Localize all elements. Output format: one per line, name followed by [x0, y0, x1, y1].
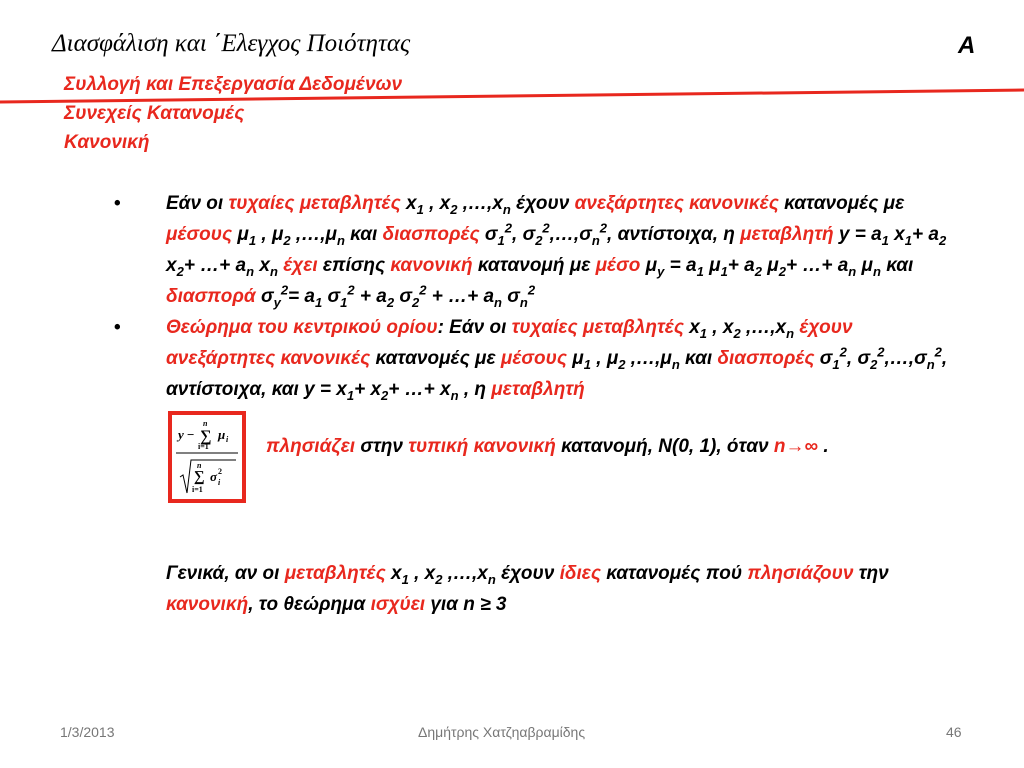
- subscript: 2: [381, 387, 389, 403]
- breadcrumb-item: Συλλογή και Επεξεργασία Δεδομένων: [64, 74, 403, 95]
- text-run: μ: [703, 255, 721, 276]
- subscript: 1: [696, 263, 704, 279]
- highlighted-term: μεταβλητή: [740, 224, 834, 245]
- subscript: 2: [450, 201, 458, 217]
- subscript: 1: [881, 232, 889, 248]
- page-number: 46: [946, 724, 962, 740]
- sqrt-sign: [180, 460, 236, 493]
- text-run: x: [166, 255, 177, 276]
- subscript: 2: [411, 294, 420, 310]
- text-run: + a: [727, 255, 755, 276]
- general-remark: [166, 558, 946, 620]
- highlighted-term: πλησιάζουν: [747, 563, 854, 584]
- subscript: 1: [583, 356, 591, 372]
- text-run: σ: [814, 348, 833, 369]
- subscript: n: [926, 356, 935, 372]
- subscript: 2: [754, 263, 762, 279]
- text-run: x: [254, 255, 270, 276]
- part-letter: A: [958, 32, 976, 59]
- subscript: 1: [497, 232, 505, 248]
- highlighted-term: έχει: [283, 255, 318, 276]
- text-run: , σ: [512, 224, 536, 245]
- text-run: , αντίστοιχα, η: [607, 224, 741, 245]
- subscript: 1: [699, 325, 708, 341]
- subscript: n: [246, 263, 255, 279]
- subscript: y: [273, 294, 281, 310]
- subscript: n: [487, 571, 496, 587]
- subscript: 2: [618, 356, 626, 372]
- text-run: + x: [354, 379, 382, 400]
- subscript: 2: [778, 263, 786, 279]
- subscript: n: [519, 294, 528, 310]
- text-run: ,…,x: [442, 563, 488, 584]
- subscript: 2: [283, 232, 291, 248]
- superscript: 2: [280, 282, 289, 298]
- subscript: 1: [346, 387, 355, 403]
- formula-minus: −: [187, 427, 195, 442]
- text-run: μ: [856, 255, 873, 276]
- text-run: , μ: [590, 348, 619, 369]
- subscript: y: [657, 263, 665, 279]
- formula-row: [166, 407, 950, 499]
- text-run: κατανομή με: [472, 255, 596, 276]
- text-run: + a: [912, 224, 939, 245]
- subscript: 2: [938, 232, 947, 248]
- formula-mu-index: i: [226, 435, 229, 444]
- formula-caption: [266, 431, 829, 462]
- text-run: ,…,σ: [549, 224, 592, 245]
- highlighted-term: διασπορές: [382, 224, 480, 245]
- footer-author: Δημήτρης Χατζηαβραμίδης: [418, 724, 586, 740]
- breadcrumb-item: Κανονική: [64, 132, 150, 153]
- footer-date: 1/3/2013: [60, 724, 115, 740]
- subscript: n: [494, 294, 502, 310]
- formula-sigma: σ: [210, 469, 218, 484]
- subscript: n: [848, 263, 857, 279]
- text-run: , σ: [846, 348, 871, 369]
- subscript: n: [786, 325, 795, 341]
- text-run: μ: [232, 224, 249, 245]
- subscript: n: [671, 356, 680, 372]
- highlighted-term: ίδιες: [559, 563, 601, 584]
- formula-lower-limit: i=1: [198, 442, 209, 451]
- bullet-item-linear-combination: [110, 188, 950, 312]
- highlighted-term: μέσους: [166, 224, 233, 245]
- formula-upper-limit: n: [197, 461, 202, 470]
- formula-upper-limit: n: [203, 419, 208, 428]
- highlighted-term: τυπική κανονική: [408, 436, 556, 457]
- standardized-sum-formula: [168, 411, 246, 503]
- highlighted-term: μεταβλητές: [284, 563, 386, 584]
- text-run: .: [818, 436, 829, 457]
- text-run: ,…,μ: [290, 224, 337, 245]
- formula-y: y: [178, 427, 184, 442]
- subscript: n: [450, 387, 459, 403]
- text-run: κατανομές με: [778, 193, 905, 214]
- text-run: μ: [567, 348, 584, 369]
- subscript: n: [873, 263, 881, 279]
- subscript: 1: [720, 263, 728, 279]
- highlighted-term: πλησιάζει: [266, 436, 356, 457]
- subscript: 1: [315, 294, 323, 310]
- text-run: y = a: [833, 224, 882, 245]
- text-run: , αντίστοιχα, και y = x: [166, 348, 948, 400]
- bullet-icon: •: [114, 317, 121, 338]
- text-run: x: [385, 563, 402, 584]
- text-run: , x: [707, 317, 734, 338]
- superscript: 2: [934, 344, 942, 360]
- text-run: σ: [479, 224, 498, 245]
- text-run: σ: [322, 286, 341, 307]
- highlighted-term: έχουν ανεξάρτητες κανονικές: [166, 317, 853, 369]
- breadcrumb-item: Συνεχείς Κατανομές: [64, 103, 245, 124]
- text-run: και: [679, 348, 718, 369]
- bullet-icon: •: [114, 193, 121, 214]
- text-run: , η: [458, 379, 492, 400]
- highlighted-term: μέσους: [500, 348, 567, 369]
- subscript: 1: [340, 294, 348, 310]
- highlighted-term: ανεξάρτητες κανονικές: [574, 193, 779, 214]
- subscript: 1: [904, 232, 912, 248]
- formula-sigma-power: 2: [218, 467, 222, 476]
- text-run: + …+ a: [426, 286, 495, 307]
- formula-mu: μ: [218, 427, 226, 442]
- text-run: έχουν: [510, 193, 575, 214]
- formula-sigma-index: i: [218, 478, 221, 487]
- text-run: την: [853, 563, 889, 584]
- text-run: έχουν: [495, 563, 560, 584]
- text-run: + …+ x: [388, 379, 451, 400]
- text-run: σ: [501, 286, 520, 307]
- highlighted-term: μεταβλητή: [491, 379, 585, 400]
- superscript: 2: [347, 282, 355, 298]
- text-run: = a: [664, 255, 697, 276]
- highlighted-term: κανονική: [166, 594, 249, 615]
- text-run: x: [888, 224, 905, 245]
- text-run: κατανομές πού: [600, 563, 748, 584]
- text-run: για n ≥ 3: [425, 594, 507, 615]
- subscript: 2: [733, 325, 741, 341]
- text-run: , το θεώρημα: [248, 594, 371, 615]
- text-run: μ: [761, 255, 779, 276]
- highlighted-term: διασπορά: [166, 286, 256, 307]
- text-run: κατανομή, N(0, 1), όταν: [555, 436, 774, 457]
- highlighted-term: n→∞: [773, 436, 819, 457]
- text-run: + …+ a: [183, 255, 247, 276]
- highlighted-term: μέσο: [595, 255, 641, 276]
- text-run: στην: [355, 436, 409, 457]
- text-run: Εάν οι: [166, 193, 229, 214]
- highlighted-term: ισχύει: [370, 594, 426, 615]
- formula-figure: [172, 415, 242, 499]
- text-run: = a: [288, 286, 315, 307]
- subscript: 2: [870, 356, 878, 372]
- superscript: 2: [839, 344, 847, 360]
- superscript: 2: [504, 220, 513, 236]
- text-run: κατανομές με: [370, 348, 501, 369]
- course-title: Διασφάλιση και ΄Ελεγχος Ποιότητας: [52, 30, 411, 57]
- text-run: , x: [423, 193, 451, 214]
- subscript: 2: [386, 294, 395, 310]
- text-run: ,…,σ: [884, 348, 927, 369]
- text-run: μ: [640, 255, 658, 276]
- text-run: , x: [408, 563, 436, 584]
- bullet-item-central-limit-theorem: [110, 312, 950, 499]
- superscript: 2: [542, 220, 550, 236]
- subscript: 1: [416, 201, 424, 217]
- formula-lower-limit: i=1: [192, 485, 203, 494]
- text-run: ,…,x: [740, 317, 787, 338]
- highlighted-term: διασπορές: [717, 348, 815, 369]
- text-run: επίσης: [317, 255, 391, 276]
- text-run: Γενικά, αν οι: [166, 563, 285, 584]
- subscript: 2: [435, 571, 443, 587]
- subscript: 1: [401, 571, 409, 587]
- breadcrumb: [64, 70, 402, 157]
- subscript: 2: [176, 263, 184, 279]
- text-run: και: [880, 255, 914, 276]
- text-run: : Εάν οι: [437, 317, 512, 338]
- text-run: + a: [354, 286, 387, 307]
- highlighted-term: κανονική: [390, 255, 473, 276]
- text-run: και: [344, 224, 383, 245]
- subscript: 1: [832, 356, 840, 372]
- subscript: n: [336, 232, 345, 248]
- highlighted-term: τυχαίες μεταβλητές: [228, 193, 401, 214]
- highlighted-term: τυχαίες μεταβλητές: [511, 317, 684, 338]
- text-run: , μ: [256, 224, 284, 245]
- highlighted-term: Θεώρημα του κεντρικού ορίου: [166, 317, 438, 338]
- formula-sum-sign: ∑: [194, 469, 205, 485]
- text-run: + …+ a: [785, 255, 849, 276]
- subscript: n: [591, 232, 600, 248]
- bullet-list: [110, 188, 950, 499]
- superscript: 2: [527, 282, 536, 298]
- text-run: σ: [394, 286, 412, 307]
- superscript: 2: [599, 220, 608, 236]
- text-run: x: [683, 317, 700, 338]
- subscript: n: [269, 263, 278, 279]
- text-run: σ: [255, 286, 274, 307]
- subscript: 1: [248, 232, 257, 248]
- superscript: 2: [419, 282, 427, 298]
- text-run: ,…,μ: [625, 348, 672, 369]
- subscript: 2: [535, 232, 543, 248]
- formula-sum-sign: ∑: [200, 428, 212, 445]
- text-run: x: [400, 193, 417, 214]
- superscript: 2: [877, 344, 885, 360]
- subscript: n: [502, 201, 511, 217]
- text-run: ,…,x: [457, 193, 503, 214]
